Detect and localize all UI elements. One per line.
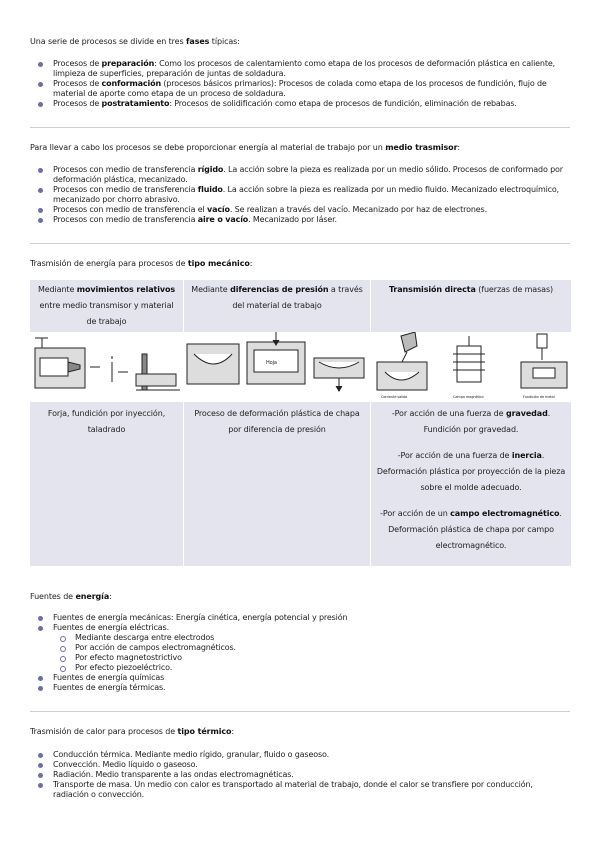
label-c: Fundición de metal	[522, 395, 555, 399]
table-cell: Proceso de deformación plástica de chapa por diferencia de presión	[184, 402, 371, 566]
label-b: Campo magnético	[452, 395, 484, 399]
list-subitem: Mediante descarga entre electrodos	[30, 633, 570, 643]
table-header: Transmisión directa (fuerzas de masas)	[371, 280, 572, 332]
sec5-intro: Trasmisión de calor para procesos de tipo térmico:	[30, 727, 235, 736]
divider	[30, 243, 570, 244]
col3-item: -Por acción de una fuerza de inercia. Deformación plástica por proyección de la pieza sobre el molde adecuado.	[376, 451, 566, 492]
list-item: Fuentes de energía eléctricas.	[30, 623, 570, 633]
list-item: Procesos con medio de transferencia aire o vacío. Mecanizado por láser.	[30, 215, 570, 225]
sec4-intro: Fuentes de energía:	[30, 592, 112, 601]
list-subitem: Por acción de campos electromagnéticos.	[30, 643, 570, 653]
list-item: Conducción térmica. Mediante medio rígido, granular, fluido o gaseoso.	[30, 750, 570, 760]
label-hoja: Hoja	[266, 360, 277, 366]
relative-motion-figure	[32, 332, 182, 402]
table-header: Mediante diferencias de presión a través del material de trabajo	[184, 280, 371, 332]
table-cell	[371, 402, 572, 566]
divider	[30, 127, 570, 128]
list-item: Fuentes de energía mecánicas: Energía cinética, energía potencial y presión	[30, 613, 570, 623]
list-item: Transporte de masa. Un medio con calor es transportado al material de trabajo, donde el calor se transfiere por conducción, radiación o convección.	[30, 780, 570, 800]
sec1-list	[30, 59, 570, 109]
pressure-difference-figure	[184, 332, 370, 402]
list-item: Procesos con medio de transferencia el vacío. Se realizan a través del vacío. Mecanizado por haz de electrones.	[30, 205, 570, 215]
col3-item: -Por acción de una fuerza de gravedad. Fundición por gravedad.	[391, 409, 551, 434]
list-item: Procesos con medio de transferencia rígido. La acción sobre la pieza es realizada por un medio sólido. Procesos de conformado por deformación plástica, mecanizado.	[30, 165, 570, 185]
list-item: Convección. Medio líquido o gaseoso.	[30, 760, 570, 770]
list-subitem: Por efecto magnetostrictivo	[30, 653, 570, 663]
sec5-list	[30, 750, 570, 800]
list-item: Procesos con medio de transferencia fluido. La acción sobre la pieza es realizada por un medio fluido. Mecanizado electroquímico, mecanizado por chorro abrasivo.	[30, 185, 570, 205]
figure-relative-motion	[30, 332, 184, 402]
sec2-intro: Para llevar a cabo los procesos se debe proporcionar energía al material de trabajo por un medio trasmisor:	[30, 143, 461, 152]
figure-direct-transmission	[371, 332, 572, 402]
direct-transmission-figure	[371, 332, 571, 402]
table-cell: Forja, fundición por inyección, taladrado	[30, 402, 184, 566]
sec2-list	[30, 165, 570, 225]
sec1-intro: Una serie de procesos se divide en tres fases típicas:	[30, 37, 240, 46]
list-item: Radiación. Medio transparente a las ondas electromagnéticas.	[30, 770, 570, 780]
list-item: Fuentes de energía químicas	[30, 673, 570, 683]
list-item: Procesos de conformación (procesos básicos primarios): Procesos de colada como etapa de los procesos de fundición, flujo de material de aporte como etapa de un proceso de soldadura.	[30, 79, 570, 99]
list-item: Fuentes de energía térmicas.	[30, 683, 570, 693]
figure-pressure-difference	[184, 332, 371, 402]
label-a: Corriente salida	[380, 395, 407, 399]
list-item: Procesos de postratamiento: Procesos de solidificación como etapa de procesos de fundición, eliminación de rebabas.	[30, 99, 570, 109]
col3-item: -Por acción de un campo electromagnético. Deformación plástica de chapa por campo electromagnético.	[380, 509, 562, 550]
list-item: Procesos de preparación: Como los procesos de calentamiento como etapa de los procesos de deformación plástica en caliente, limpieza de superficies, preparación de juntas de soldadura.	[30, 59, 570, 79]
table-header: Mediante movimientos relativos entre medio transmisor y material de trabajo	[30, 280, 184, 332]
sec3-intro: Trasmisión de energía para procesos de tipo mecánico:	[30, 259, 253, 268]
sec4-list	[30, 613, 570, 693]
list-subitem: Por efecto piezoeléctrico.	[30, 663, 570, 673]
divider	[30, 711, 570, 712]
mechanical-energy-table	[30, 280, 571, 566]
